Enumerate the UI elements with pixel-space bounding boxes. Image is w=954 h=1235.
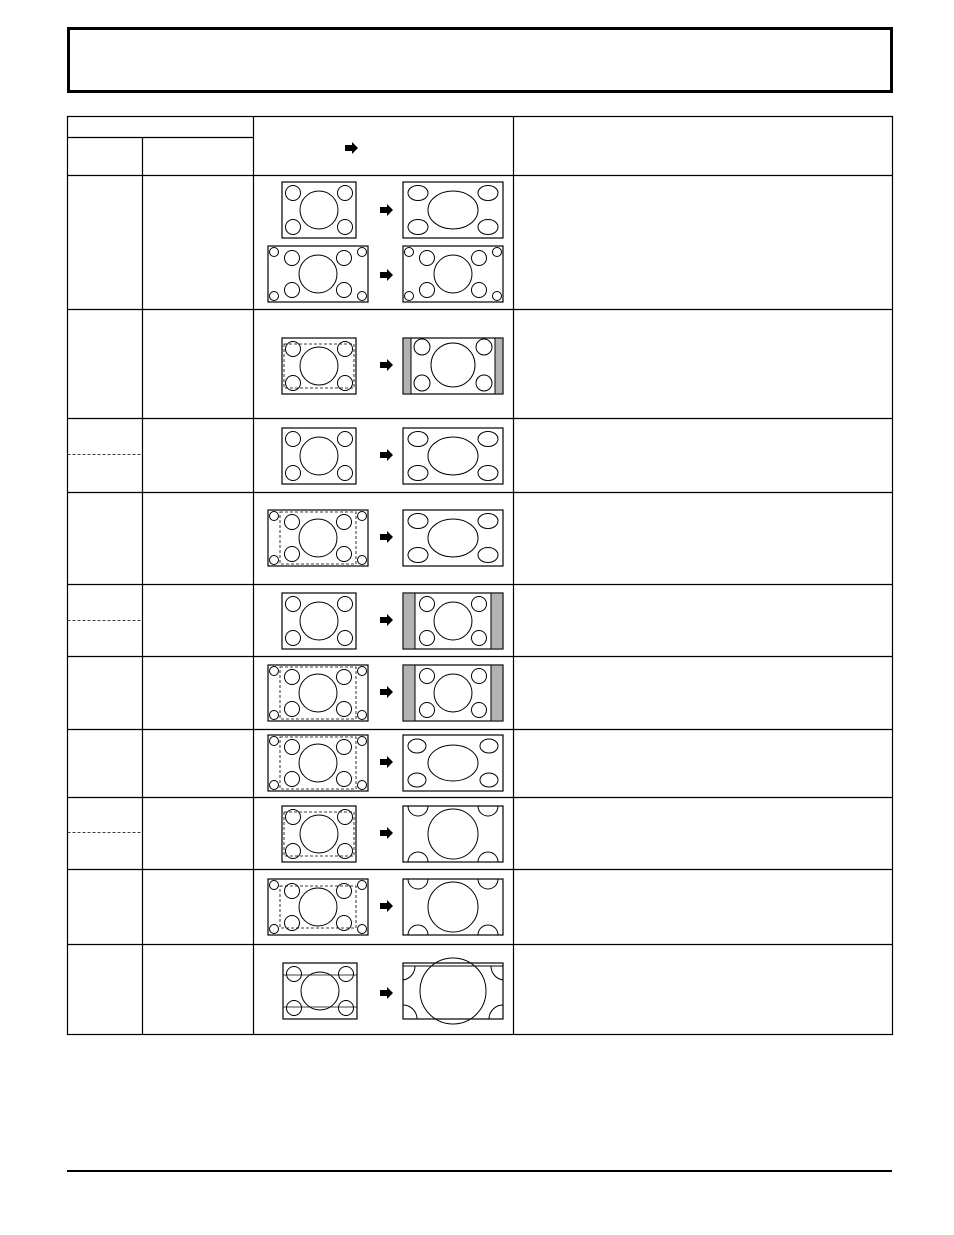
screen-aspect-diagram-icon [268, 665, 368, 721]
screen-aspect-diagram-icon [403, 510, 503, 566]
screen-aspect-diagram-icon [403, 665, 503, 721]
arrow-right-icon [380, 359, 393, 371]
arrow-right-icon [380, 987, 393, 999]
arrow-right-icon [345, 142, 358, 154]
screen-aspect-diagram-icon [403, 246, 503, 302]
screen-aspect-diagram-icon [268, 735, 368, 791]
screen-aspect-diagram-icon [403, 428, 503, 484]
screen-aspect-diagram-icon [403, 735, 503, 791]
screen-aspect-diagram-icon [403, 182, 503, 238]
arrow-right-icon [380, 204, 393, 216]
screen-aspect-diagram-icon [283, 963, 357, 1019]
screen-aspect-diagram-icon [403, 806, 503, 862]
footer-rule [67, 1170, 892, 1172]
screen-aspect-diagram-icon [403, 338, 503, 394]
arrow-right-icon [380, 900, 393, 912]
screen-aspect-diagram-icon [403, 958, 503, 1024]
arrow-right-icon [380, 269, 393, 281]
screen-aspect-diagram-icon [282, 428, 356, 484]
screen-aspect-diagram-icon [268, 879, 368, 935]
arrow-right-icon [380, 686, 393, 698]
dashed-dividers [68, 455, 143, 833]
arrow-right-icon [380, 531, 393, 543]
screen-aspect-diagram-icon [282, 338, 356, 394]
arrow-right-icon [380, 449, 393, 461]
arrow-right-icon [380, 614, 393, 626]
screen-aspect-diagram-icon [403, 879, 503, 935]
screen-aspect-diagram-icon [268, 510, 368, 566]
screen-aspect-diagram-icon [403, 593, 503, 649]
screen-aspect-diagram-icon [282, 806, 356, 862]
arrow-right-icon [380, 827, 393, 839]
screen-aspect-diagram-icon [282, 593, 356, 649]
screen-aspect-diagram-icon [282, 182, 356, 238]
arrow-right-icon [380, 756, 393, 768]
screen-aspect-diagram-icon [268, 246, 368, 302]
